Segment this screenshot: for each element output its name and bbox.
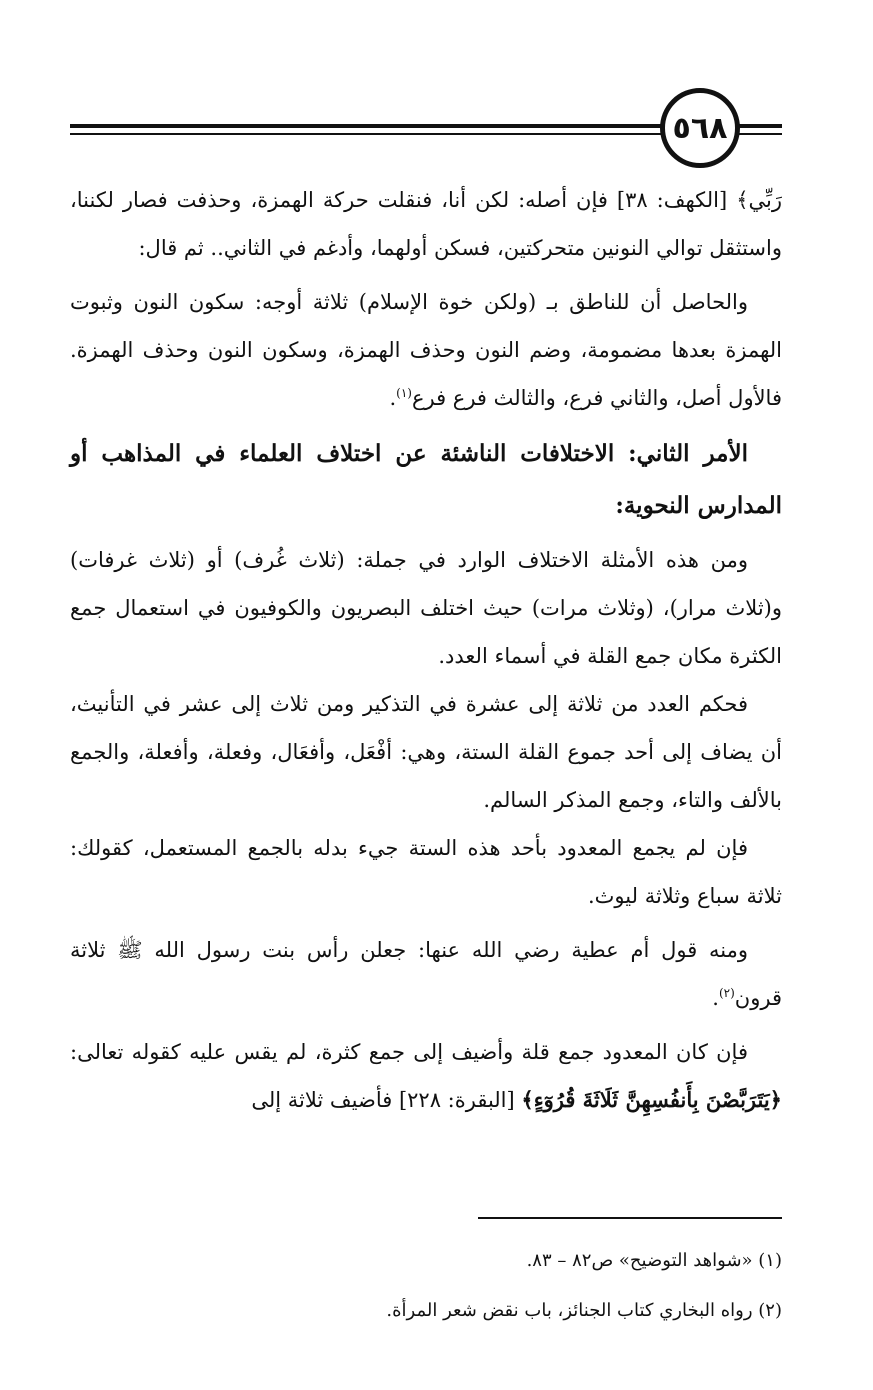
footnote-marker: (١)	[396, 386, 412, 400]
paragraph: فإن لم يجمع المعدود بأحد هذه الستة جيء بدله بالجمع المستعمل، كقولك: ثلاثة سباع وثلاثة ليوث.	[70, 836, 782, 908]
footnote-marker: (٢)	[718, 986, 735, 1000]
paragraph: ومن هذه الأمثلة الاختلاف الوارد في جملة: (ثلاث غُرف) أو (ثلاث غرفات) و(ثلاث مرار)، (وثلاث مرات) حيث اختلف البصريون والكوفيون في استعمال جمع الكثرة مكان جمع القلة في أسماء العدد.	[70, 548, 782, 668]
header-rule-right-bottom	[735, 133, 782, 135]
header-rule-right-top	[735, 124, 782, 128]
page-body	[70, 176, 782, 1124]
footnote-separator	[478, 1217, 782, 1219]
page-number: ٥٦٨	[672, 110, 728, 146]
paragraph: ومنه قول أم عطية رضي الله عنها: جعلن رأس بنت رسول الله ﷺ ثلاثة قرون$^{(٢)}$.	[70, 938, 782, 1010]
footnotes	[70, 1236, 782, 1336]
paragraph-text: والحاصل أن للناطق بـ (ولكن خوة الإسلام) ثلاثة أوجه: سكون النون وثبوت الهمزة بعدها مضمومة، وضم النون وحذف الهمزة، وسكون النون وحذف الهمزة. فالأول أصل، والثاني فرع، والثالث فرع فرع	[70, 290, 782, 410]
paragraph: رَبِّي﴾ [الكهف: ٣٨] فإن أصله: لكن أنا، فنقلت حركة الهمزة، وحذفت فصار لكننا، واستثقل توالي النونين متحركتين، فسكن أولهما، وأدغم في الثاني.. ثم قال:	[70, 188, 782, 260]
paragraph: والحاصل أن للناطق بـ (ولكن خوة الإسلام) ثلاثة أوجه: سكون النون وثبوت الهمزة بعدها مضمومة، وضم النون وحذف الهمزة، وسكون النون وحذف الهمزة. فالأول أصل، والثاني فرع، والثالث فرع فرع$^{(١)}$.	[70, 290, 782, 410]
page-number-badge	[660, 88, 740, 168]
paragraph: فحكم العدد من ثلاثة إلى عشرة في التذكير ومن ثلاث إلى عشر في التأنيث، أن يضاف إلى أحد جموع القلة الستة، وهي: أفْعَل، وأفعَال، وفعلة، وأفعلة، والجمع بالألف والتاء، وجمع المذكر السالم.	[70, 692, 782, 812]
verse-reference: [البقرة: ٢٢٨] فأضيف ثلاثة إلى	[251, 1088, 515, 1112]
quran-verse: ﴿يَتَرَبَّصْنَ بِأَنفُسِهِنَّ ثَلَاثَةَ قُرُوٓءٍ﴾	[521, 1087, 782, 1112]
paragraph-text: ومنه قول أم عطية رضي الله عنها: جعلن رأس بنت رسول الله ﷺ ثلاثة قرون	[70, 938, 782, 1010]
paragraph	[70, 1028, 782, 1124]
footnote: (١) «شواهد التوضيح» ص٨٢ – ٨٣.	[526, 1250, 782, 1271]
header-rule-bottom	[70, 133, 670, 135]
page-header	[0, 88, 873, 168]
header-rule-top	[70, 124, 670, 128]
paragraph-text: فإن كان المعدود جمع قلة وأضيف إلى جمع كثرة، لم يقس عليه كقوله تعالى:	[70, 1040, 748, 1064]
footnote: (٢) رواه البخاري كتاب الجنائز، باب نقض شعر المرأة.	[386, 1300, 782, 1321]
section-heading: الأمر الثاني: الاختلافات الناشئة عن اختلاف العلماء في المذاهب أو المدارس النحوية:	[70, 440, 782, 519]
